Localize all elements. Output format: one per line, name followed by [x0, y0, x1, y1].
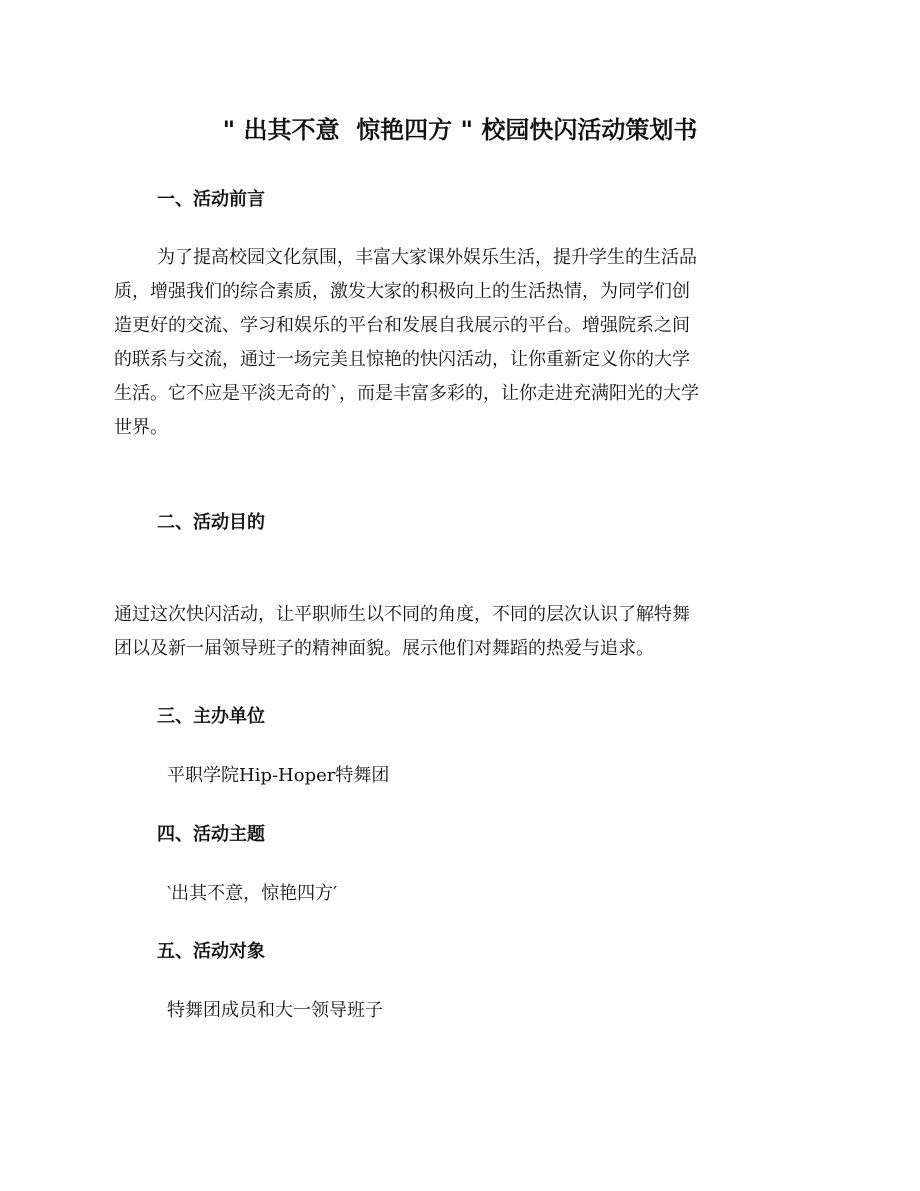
organizer-text: 平职学院Hip-Hoper特舞团	[167, 765, 390, 786]
purpose-paragraph	[114, 598, 806, 666]
paragraph-line: 质，增强我们的综合素质，激发大家的积极向上的生活热情，为同学们创	[114, 281, 690, 302]
paragraph-line: 造更好的交流、学习和娱乐的平台和发展自我展示的平台。增强院系之间	[114, 315, 690, 336]
section-heading-organizer: 三、主办单位	[157, 706, 265, 727]
paragraph-line: 团以及新一届领导班子的精神面貌。展示他们对舞蹈的热爱与追求。	[114, 638, 654, 659]
section-heading-audience: 五、活动对象	[157, 941, 265, 962]
document-title: " 出其不意 惊艳四方 " 校园快闪活动策划书	[222, 116, 698, 144]
paragraph-line: 世界。	[114, 417, 168, 438]
preface-paragraph	[114, 241, 806, 445]
section-heading-purpose: 二、活动目的	[157, 512, 265, 533]
paragraph-line: 为了提高校园文化氛围，丰富大家课外娱乐生活，提升学生的生活品	[157, 247, 697, 268]
section-heading-theme: 四、活动主题	[157, 824, 265, 845]
paragraph-line: 生活。它不应是平淡无奇的`，而是丰富多彩的，让你走进充满阳光的大学	[114, 383, 699, 404]
paragraph-line: 的联系与交流，通过一场完美且惊艳的快闪活动，让你重新定义你的大学	[114, 349, 690, 370]
audience-text: 特舞团成员和大一领导班子	[167, 1000, 383, 1021]
section-heading-preface: 一、活动前言	[157, 189, 265, 210]
theme-text: ‵出其不意，惊艳四方′	[167, 883, 338, 904]
paragraph-line: 通过这次快闪活动，让平职师生以不同的角度，不同的层次认识了解特舞	[114, 604, 690, 625]
